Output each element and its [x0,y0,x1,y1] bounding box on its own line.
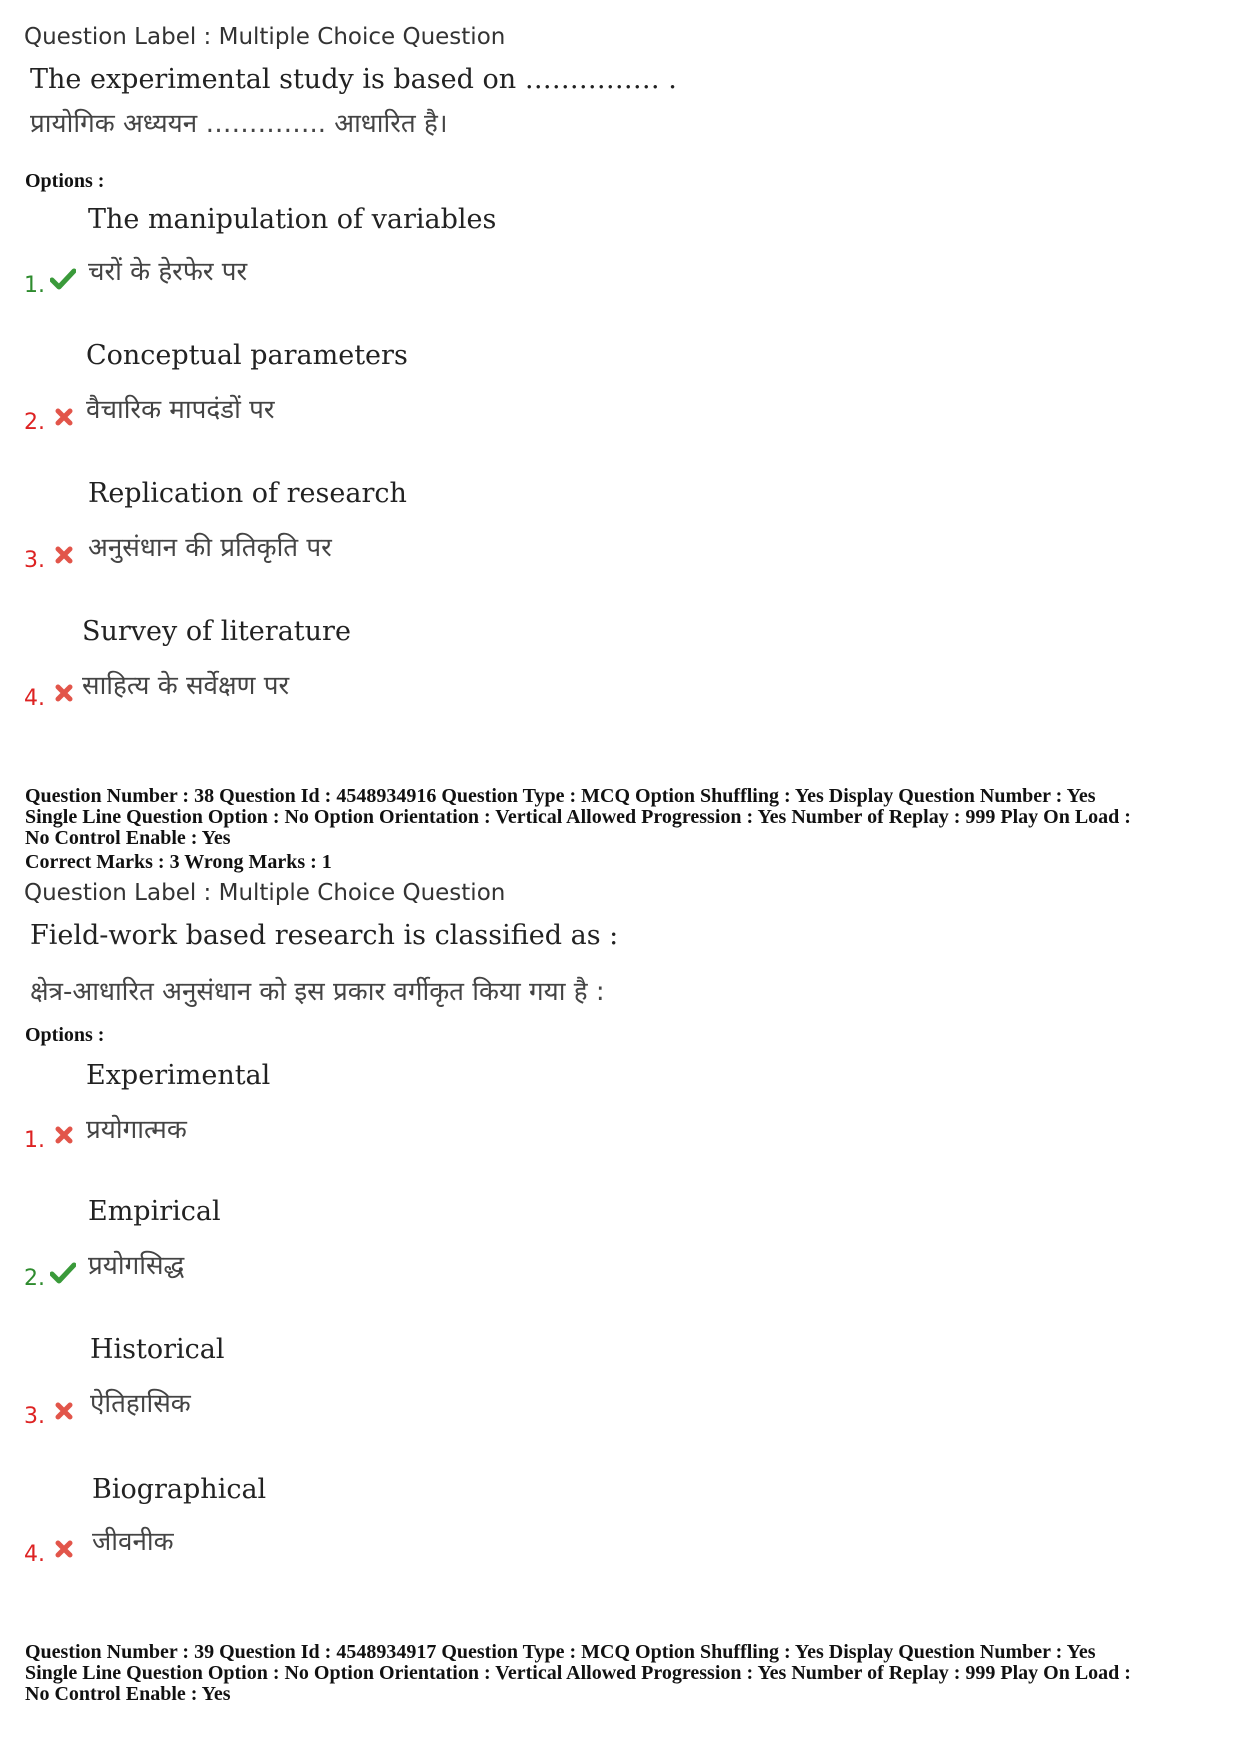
option-text-en: Experimental [86,1060,271,1091]
option-number: 3. [24,1404,45,1429]
option-number: 1. [24,273,45,298]
meta-line: No Control Enable : Yes [25,1683,231,1705]
cross-icon [54,544,74,566]
cross-icon [54,682,74,704]
option-text-hi: ऐतिहासिक [90,1389,191,1419]
question-text-en: Field-work based research is classified as : [30,920,619,951]
marks-info: Correct Marks : 3 Wrong Marks : 1 [25,851,332,873]
options-heading: Options : [25,170,105,192]
option-text-en: Historical [90,1334,225,1365]
cross-icon [54,1400,74,1422]
question-text-hi: क्षेत्र-आधारित अनुसंधान को इस प्रकार वर्गीकृत किया गया है : [30,977,605,1007]
question-label: Question Label : Multiple Choice Question [24,24,506,50]
question-meta [25,1642,1220,1705]
meta-line: Question Number : 38 Question Id : 4548934916 Question Type : MCQ Option Shuffling : Yes Display Question Number : Yes [25,785,1096,807]
option-number: 4. [24,686,45,711]
option-text-en: Empirical [88,1196,221,1227]
option-text-en: Replication of research [88,478,407,509]
question-meta [25,786,1220,849]
option-text-hi: साहित्य के सर्वेक्षण पर [82,671,290,701]
meta-line: Single Line Question Option : No Option Orientation : Vertical Allowed Progression : Yes Number of Replay : 999 Play On Load : [25,806,1131,828]
option-text-hi: अनुसंधान की प्रतिकृति पर [88,533,332,563]
option-text-hi: चरों के हेरफेर पर [88,257,248,287]
option-text-en: Biographical [92,1474,267,1505]
option-text-hi: वैचारिक मापदंडों पर [86,395,275,425]
option-text-en: The manipulation of variables [88,204,497,235]
option-text-en: Survey of literature [82,616,351,647]
option-text-hi: प्रयोगात्मक [86,1115,187,1145]
meta-line: Question Number : 39 Question Id : 4548934917 Question Type : MCQ Option Shuffling : Yes Display Question Number : Yes [25,1641,1096,1663]
option-number: 1. [24,1128,45,1153]
check-icon [50,1262,76,1284]
check-icon [50,268,76,290]
option-text-hi: प्रयोगसिद्ध [88,1251,185,1281]
options-heading: Options : [25,1024,105,1046]
option-number: 4. [24,1542,45,1567]
option-number: 2. [24,410,45,435]
cross-icon [54,1124,74,1146]
option-number: 2. [24,1266,45,1291]
option-text-hi: जीवनीक [92,1527,174,1557]
cross-icon [54,1538,74,1560]
question-text-en: The experimental study is based on …………… . [30,64,677,95]
option-number: 3. [24,548,45,573]
meta-line: Single Line Question Option : No Option Orientation : Vertical Allowed Progression : Yes Number of Replay : 999 Play On Load : [25,1662,1131,1684]
cross-icon [54,406,74,428]
option-text-en: Conceptual parameters [86,340,408,371]
meta-line: No Control Enable : Yes [25,827,231,849]
question-label: Question Label : Multiple Choice Question [24,880,506,906]
question-text-hi: प्रायोगिक अध्ययन ………….. आधारित है। [30,109,448,139]
